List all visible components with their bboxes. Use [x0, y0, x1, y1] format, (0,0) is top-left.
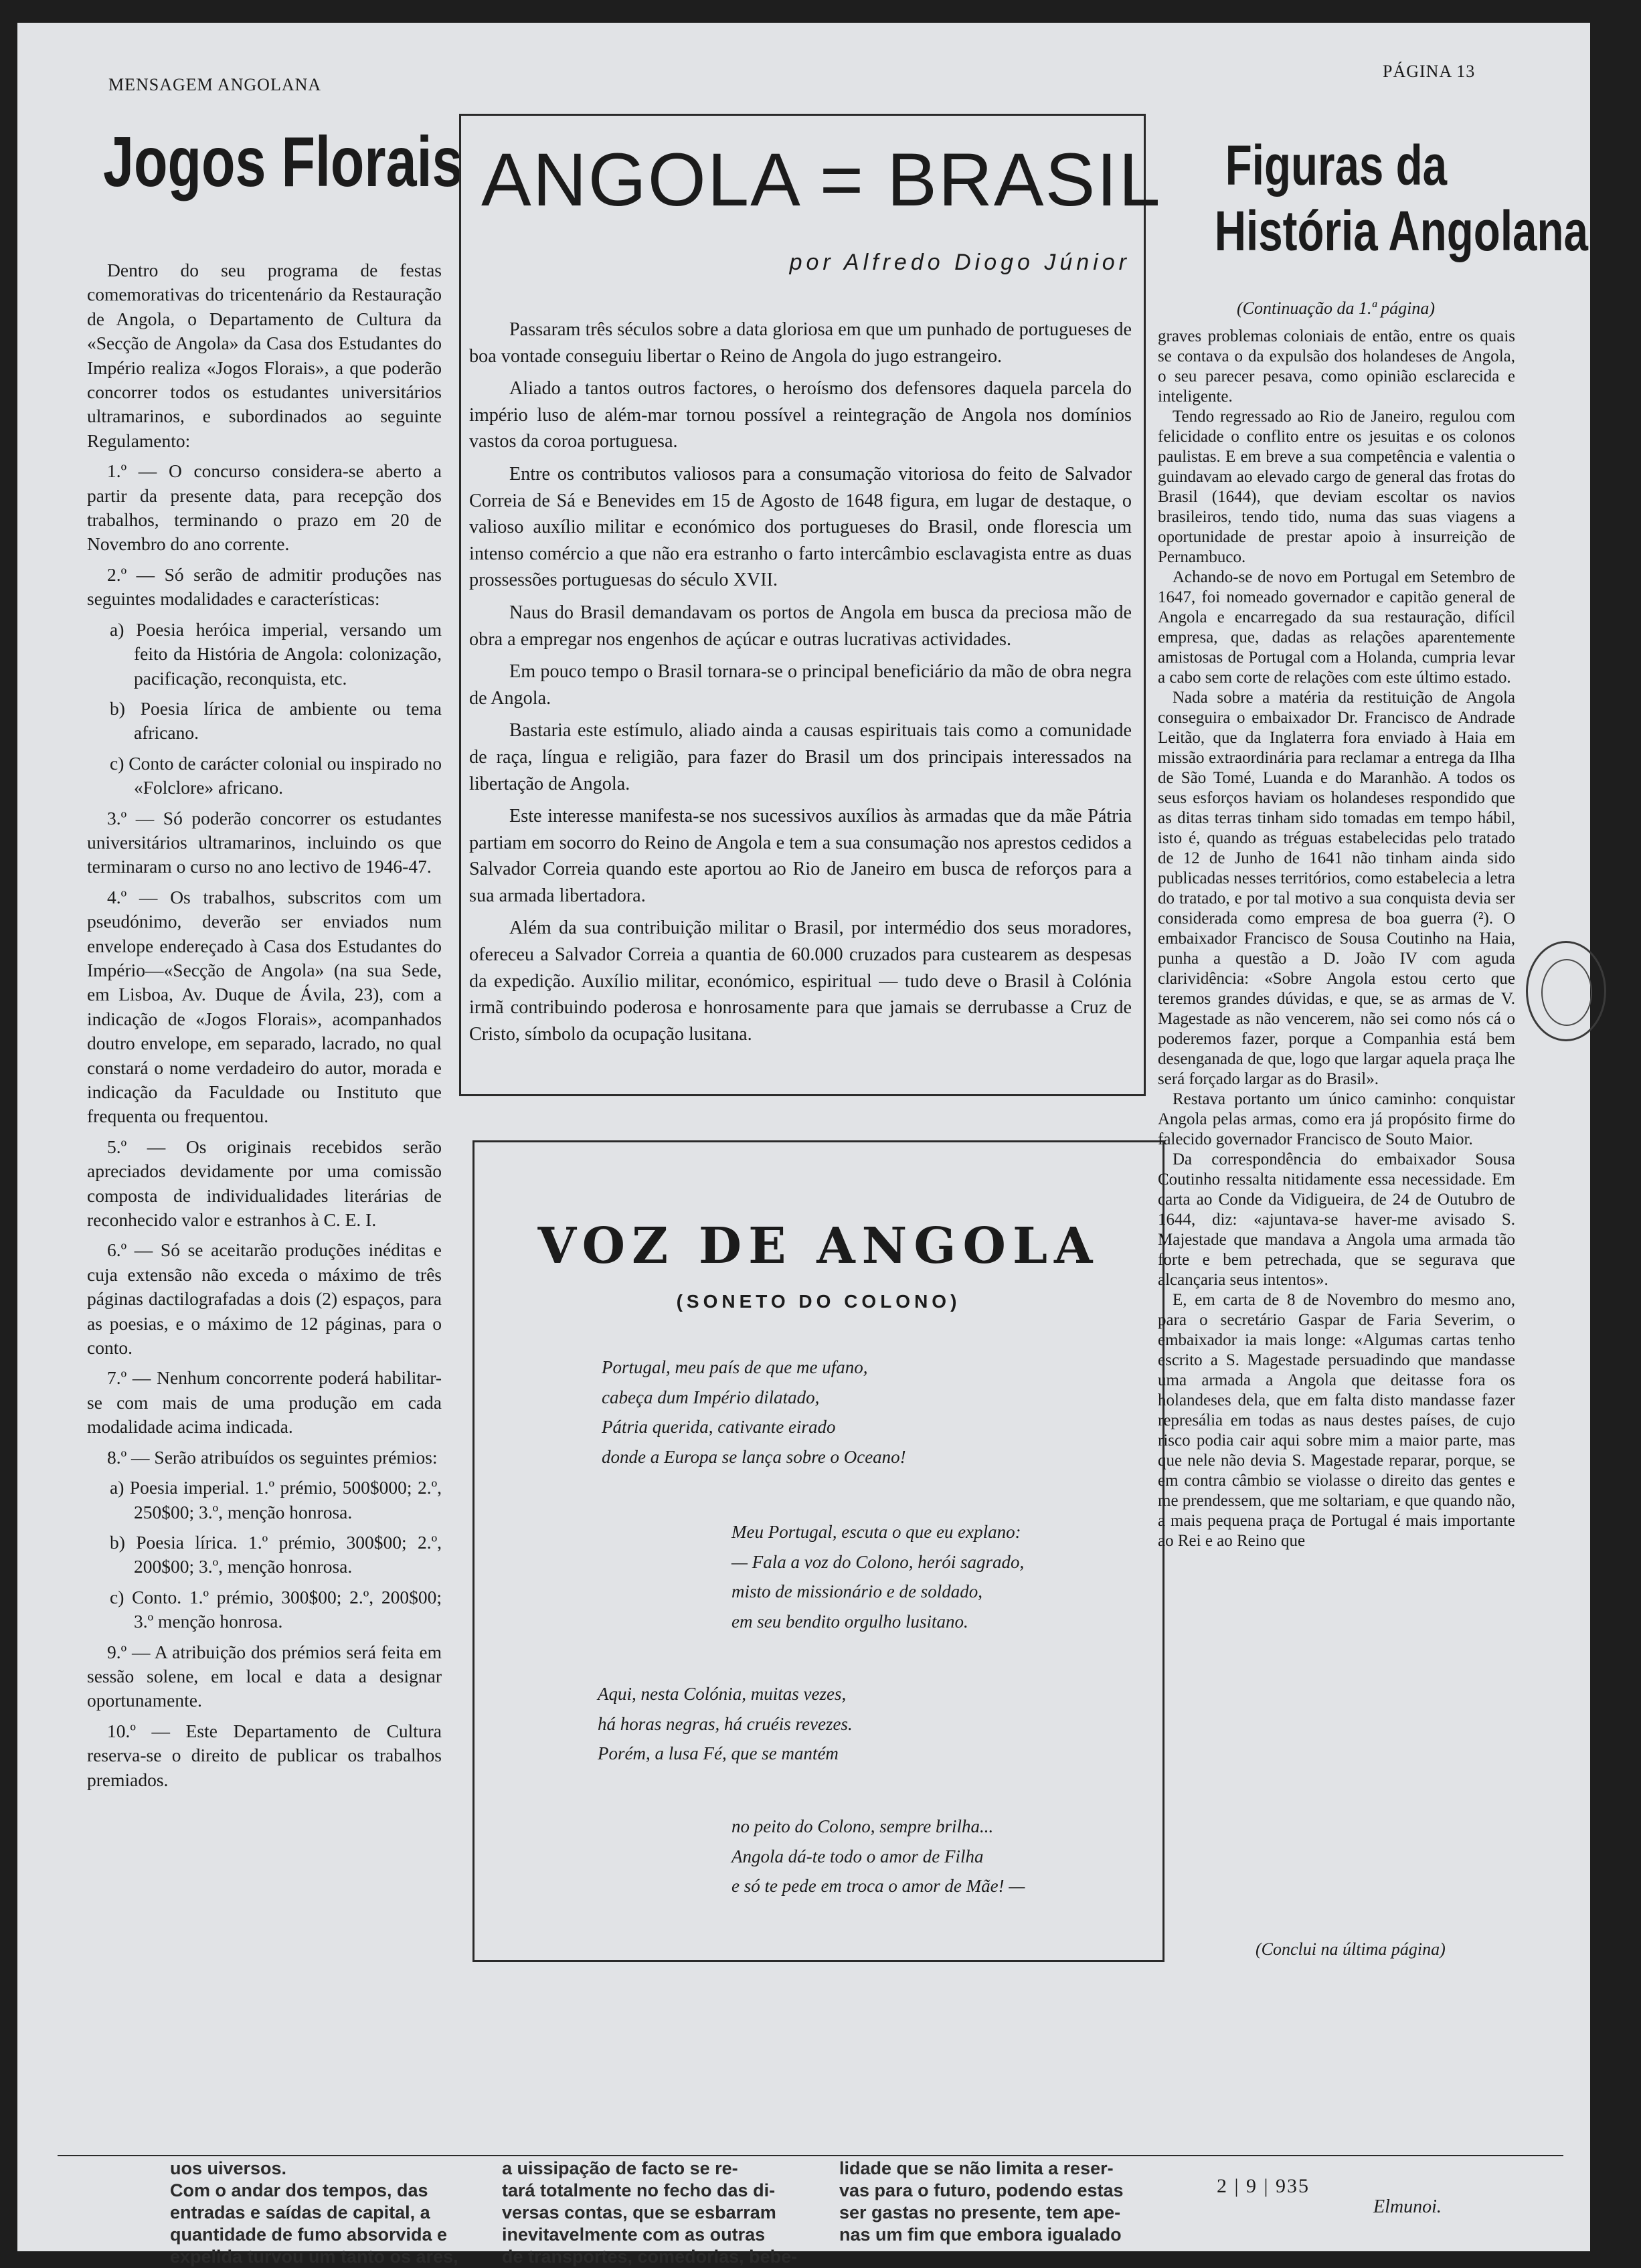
jogos-subitem: b) Poesia lírica de ambiente ou tema africano. [110, 697, 442, 744]
figuras-paragraph: Tendo regressado ao Rio de Janeiro, regulou com felicidade o conflito entre os jesuitas e os colonos paulistas. E em breve a sua competência e valentia o guindavam ao elevado cargo de general das frotas do Brasil (1644), que deviam escoltar os navios brasileiros, tendo tido, numa das suas viagens a oportunidade de prestar apoio à insurreição de Pernambuco. [1158, 408, 1515, 566]
verse-line: Meu Portugal, escuta o que eu explano: [731, 1522, 1021, 1542]
verse-line: misto de missionário e de soldado, [731, 1581, 982, 1601]
bottom-line: inevitavelmente com as outras [502, 2225, 766, 2245]
figuras-paragraph: graves problemas coloniais de então, entre os quais se contava o da expulsão dos holandeses de Angola, o seu parecer pesava, como opinião esclarecida e inteligente. [1158, 327, 1515, 406]
jogos-paragraph: 5.º — Os originais recebidos serão apreciados devidamente por uma comissão composta de individualidades literárias de reconhecido valor e estranhos à C. E. I. [87, 1136, 442, 1231]
jogos-paragraph: 6.º — Só se aceitarão produções inéditas e cuja extensão não exceda o máximo de três páginas dactilografadas a dois (2) espaços, para as poesias, e o máximo de 12 páginas, para o conto. [87, 1239, 442, 1359]
publication-name: MENSAGEM ANGOLANA [108, 75, 322, 94]
bottom-line: uos uiversos. [170, 2158, 287, 2178]
figuras-conclusion-note: (Conclui na última página) [1256, 1939, 1446, 1959]
bottom-line: quantidade de fumo absorvida e [170, 2225, 448, 2245]
angola-brasil-byline: por Alfredo Diogo Júnior [789, 250, 1130, 275]
jogos-paragraph: 8.º — Serão atribuídos os seguintes prémios: [107, 1446, 438, 1468]
bottom-line: Com o andar dos tempos, das [170, 2180, 428, 2200]
article-paragraph: Além da sua contribuição militar o Brasil, por intermédio dos seus moradores, ofereceu a Salvador Correia a quantia de 60.000 cruzados para custearem as despesas da expedição. Auxílio militar, económico, espiritual — tudo deve o Brasil à Colónia irmã contribuindo poderosa e honrosamente para que jamais se derrubasse a Cruz de Cristo, símbolo da ocupação lusitana. [469, 918, 1132, 1045]
figuras-column [1158, 327, 1515, 1551]
jogos-paragraph: 9.º — A atribuição dos prémios será feita em sessão solene, em local e data a designar oportunamente. [87, 1641, 442, 1711]
verse-line: Porém, a lusa Fé, que se mantém [598, 1743, 839, 1763]
jogos-paragraph: 4.º — Os trabalhos, subscritos com um pseudónimo, deverão ser enviados num envelope endereçado à Casa dos Estudantes do Império—«Secção de Angola» (na sua Sede, em Lisboa, Av. Duque de Ávila, 23), com a indicação de «Jogos Florais», acompanhados doutro envelope, em separado, lacrado, no qual constará o nome verdadeiro do autor, morada e indicação da Faculdade ou Instituto que frequenta ou frequentou. [87, 886, 442, 1127]
verse-line: Angola dá-te todo o amor de Filha [731, 1846, 984, 1866]
bottom-line: a uissipação de facto se re- [502, 2158, 738, 2178]
sonnet-stanza-1 [602, 1353, 906, 1472]
jogos-paragraph: 1.º — O concurso considera-se aberto a partir da presente data, para recepção dos trabalhos, terminando o prazo em 20 de Novembro do ano corrente. [87, 460, 442, 555]
verse-line: no peito do Colono, sempre brilha... [731, 1816, 994, 1836]
voz-de-angola-subtitle: (SONETO DO COLONO) [676, 1291, 961, 1312]
bottom-column-2 [502, 2158, 797, 2268]
jogos-subitem: c) Conto de carácter colonial ou inspirado no «Folclore» africano. [110, 752, 442, 798]
bottom-line: lidade que se não limita a reser- [839, 2158, 1114, 2178]
jogos-paragraph: 3.º — Só poderão concorrer os estudantes universitários ultramarinos, incluindo os que terminaram o curso no ano lectivo de 1946-47. [87, 807, 442, 877]
figuras-headline [1162, 133, 1588, 264]
article-paragraph: Naus do Brasil demandavam os portos de Angola em busca da preciosa mão de obra a empregar nos engenhos de açúcar e outras lucrativas actividades. [469, 602, 1132, 650]
angola-brasil-box [459, 114, 1162, 1096]
verse-line: cabeça dum Império dilatado, [602, 1387, 820, 1407]
jogos-subitem: b) Poesia lírica. 1.º prémio, 300$00; 2.º, 200$00; 3.º, menção honrosa. [110, 1531, 442, 1577]
jogos-paragraph: 7.º — Nenhum concorrente poderá habilitar-se com mais de uma produção em cada modalidade acima indicada. [87, 1367, 442, 1437]
jogos-paragraph: 2.º — Só serão de admitir produções nas seguintes modalidades e características: [87, 563, 442, 610]
figuras-headline-line-2: História Angolana [1214, 199, 1588, 262]
signature: Elmunoi. [1373, 2196, 1442, 2217]
jogos-subitem: a) Poesia imperial. 1.º prémio, 500$000; 2.º, 250$00; 3.º, menção honrosa. [110, 1477, 442, 1522]
figuras-continuation-note: (Continuação da 1.ª página) [1236, 298, 1436, 318]
archive-date: 2 | 9 | 935 [1217, 2175, 1310, 2197]
verse-line: Pátria querida, cativante eirado [602, 1417, 836, 1437]
article-paragraph: Este interesse manifesta-se nos sucessivos auxílios às armadas que da mãe Pátria partiam em socorro do Reino de Angola e tem a sua consumação nos aprestos cedidos a Salvador Correia quando este aportou ao Rio de Janeiro em busca de reforços para a sua armada libertadora. [469, 806, 1132, 906]
verse-line: há horas negras, há cruéis revezes. [598, 1713, 853, 1734]
angola-brasil-body [469, 317, 1132, 1053]
angola-brasil-headline: ANGOLA = BRASIL [481, 138, 1162, 222]
sonnet-stanza-3 [598, 1679, 853, 1769]
article-paragraph: Aliado a tantos outros factores, o heroísmo dos defensores daquela parcela do império luso de além-mar tornou possível a reintegração de Angola nos domínios vastos da coroa portuguesa. [469, 378, 1132, 452]
page-number: PÁGINA 13 [1383, 62, 1476, 81]
figuras-paragraph: E, em carta de 8 de Novembro do mesmo ano, para o secretário Gaspar de Faria Severim, o embaixador ia mais longe: «Algumas cartas tenho escrito a S. Magestade persuadindo que mandasse uma armada a Angola que deitasse fora os holandeses dela, que em falta disto mandasse fazer represália em todas as naus destes países, de cujo risco podia cair aqui sobre mim a maior parte, mas que nele não devia S. Magestade reparar, porque, se em contra câmbio se violasse o direito das gentes e me prendessem, que me soltariam, e que quando não, a mais pequena praça de Portugal é mais importante ao Rei e ao Reino que [1158, 1291, 1515, 1550]
bottom-line: expelida turvou um tanto os ares, [170, 2247, 458, 2267]
sonnet-stanza-4 [731, 1812, 1025, 1901]
voz-de-angola-box [472, 1140, 1164, 1962]
article-paragraph: Bastaria este estímulo, aliado ainda a causas espirituais tais como a comunidade de raça, língua e religião, para fazer do Brasil um dos principais interessados na libertação de Angola. [469, 720, 1132, 794]
bottom-line: vas para o futuro, podendo estas [839, 2180, 1124, 2200]
jogos-subitem: a) Poesia heróica imperial, versando um feito da História de Angola: colonização, pacificação, reconquista, etc. [110, 618, 442, 689]
bottom-line: tará totalmente no fecho das di- [502, 2180, 776, 2200]
verse-line: — Fala a voz do Colono, herói sagrado, [731, 1551, 1025, 1572]
article-paragraph: Em pouco tempo o Brasil tornara-se o principal beneficiário da mão de obra negra de Angola. [469, 661, 1132, 709]
article-paragraph: Passaram três séculos sobre a data gloriosa em que um punhado de portugueses de boa vontade conseguiu libertar o Reino de Angola do jugo estrangeiro. [469, 319, 1132, 367]
newspaper-page [17, 23, 1590, 2267]
jogos-paragraph: Dentro do seu programa de festas comemorativas do tricentenário da Restauração de Angola, o Departamento de Cultura da «Secção de Angola» da Casa dos Estudantes do Império realiza «Jogos Florais», a que poderão concorrer todos os estudantes universitários ultramarinos, e subordinados ao seguinte Regulamento: [87, 260, 442, 451]
verse-line: e só te pede em troca o amor de Mãe! — [731, 1876, 1025, 1896]
verse-line: Portugal, meu país de que me ufano, [602, 1357, 868, 1377]
bottom-line: versas contas, que se esbarram [502, 2202, 776, 2222]
bottom-line: ser gastas no presente, tem ape- [839, 2202, 1121, 2222]
figuras-paragraph: Da correspondência do embaixador Sousa Coutinho ressalta nitidamente essa necessidade. Em carta ao Conde da Vidigueira, de 24 de Outubro de 1644, diz: «ajuntava-se haver-me avisado S. Majestade que mandava a Angola uma armada tão forte e bem petrechada, que se segurava que alcançaria seus intentos». [1158, 1150, 1515, 1289]
figuras-paragraph: Achando-se de novo em Portugal em Setembro de 1647, foi nomeado governador e capitão general de Angola e encarregado da sua restauração, difícil empresa, que, dadas as relações aparentemente amistosas de Portugal com a Holanda, cumpria levar a cabo sem corte de relações com este último estado. [1158, 568, 1515, 687]
bottom-line: entradas e saídas de capital, a [170, 2202, 430, 2222]
figuras-paragraph: Nada sobre a matéria da restituição de Angola conseguira o embaixador Dr. Francisco de Andrade Leitão, que da Inglaterra fora enviado à Haia em missão extraordinária para reclamar a entrega da Ilha de São Tomé, Luanda e do Maranhão. A todos os seus esforços haviam os holandeses respondido que as ditas terras tinham sido tomadas em tempo hábil, isto é, quando as tréguas estabelecidas pelo tratado de 12 de Junho de 1641 não tinham ainda sido publicadas nesses territórios, como estabelecia a letra do tratado, e por tal motivo a sua conquista devia ser considerada como empresa de boa guerra (²). O embaixador Francisco de Sousa Coutinho na Haia, punha a questão a D. João IV com aguda clarividência: «Sobre Angola estou certo que teremos grandes dúvidas, e que, se as armas de V. Magestade as não vencerem, não sei como nós cá o poderemos fazer, porque a Companhia está bem desenganada de que, logo que largar aquela praça lhe será forçado largar as do Brasil». [1158, 689, 1515, 1088]
jogos-paragraph: 10.º — Este Departamento de Cultura reserva-se o direito de publicar os trabalhos premiados. [87, 1720, 442, 1790]
figuras-headline-line-1: Figuras da [1225, 134, 1447, 197]
jogos-subitem: c) Conto. 1.º prémio, 300$00; 2.º, 200$00; 3.º menção honrosa. [110, 1586, 442, 1632]
sonnet-stanza-2 [731, 1517, 1024, 1636]
verse-line: donde a Europa se lança sobre o Oceano! [602, 1446, 906, 1467]
verse-line: Aqui, nesta Colónia, muitas vezes, [598, 1684, 847, 1704]
jogos-florais-column [87, 258, 442, 1798]
bottom-line: nas um fim que embora igualado [839, 2225, 1122, 2245]
jogos-florais-headline: Jogos Florais [103, 122, 463, 201]
figuras-paragraph: Restava portanto um único caminho: conquistar Angola pelas armas, como era já propósito firme do falecido governador Francisco de Souto Maior. [1158, 1090, 1515, 1148]
voz-de-angola-title: VOZ DE ANGOLA [537, 1217, 1100, 1275]
article-paragraph: Entre os contributos valiosos para a consumação vitoriosa do feito de Salvador Correia de Sá e Benevides em 15 de Agosto de 1648 figura, em lugar de destaque, o valioso auxílio militar e económico dos portugueses do Brasil, onde florescia um intenso comércio a que não era estranho o farto intercâmbio esclavagista entre as duas prossessões portuguesas do século XVII. [469, 463, 1132, 591]
divider-line [58, 2155, 1563, 2156]
bottom-line: de transportes, comedorias, bebe- [502, 2247, 798, 2267]
verse-line: em seu bendito orgulho lusitano. [731, 1611, 968, 1632]
library-stamp [1526, 941, 1606, 1041]
bottom-column-3 [839, 2158, 1124, 2246]
bottom-column-1 [170, 2158, 458, 2268]
